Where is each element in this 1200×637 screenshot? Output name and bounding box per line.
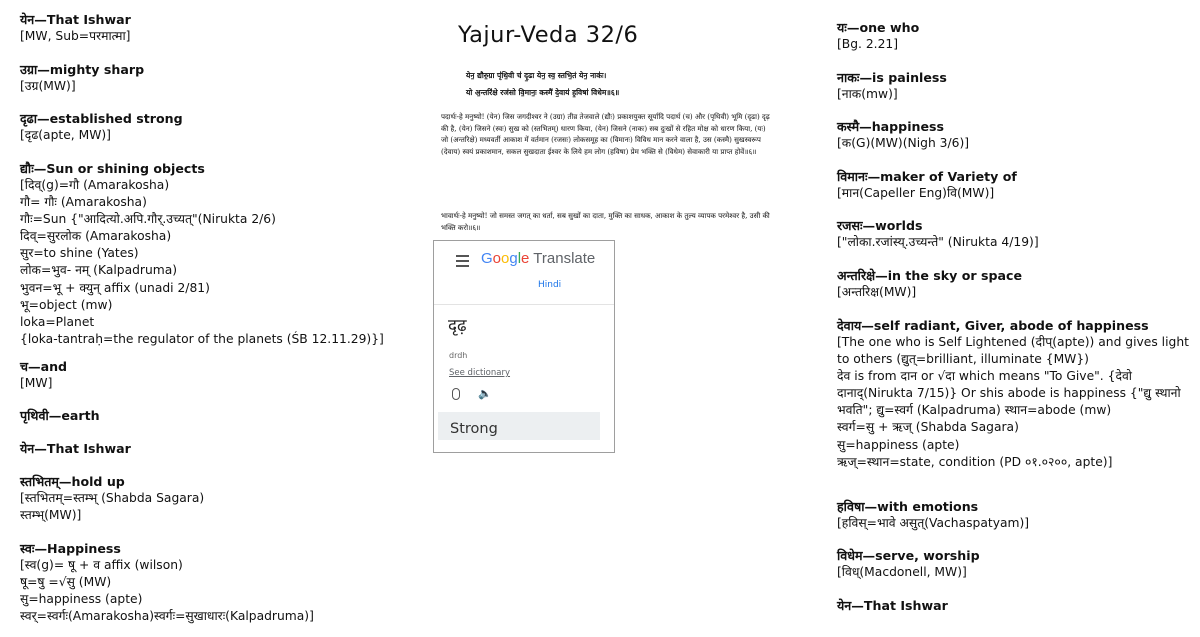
glossary-entry (837, 217, 1039, 251)
entry-line: सु=happiness (apte) (20, 592, 143, 607)
see-dictionary-link[interactable]: See dictionary (449, 368, 511, 378)
entry-line: [उग्र(MW)] (20, 79, 76, 93)
entry-line: [विध्(Macdonell, MW)] (837, 565, 967, 579)
entry-line: [नाक(mw)] (837, 87, 898, 101)
padartha-paragraph: पदार्थः-हे मनुष्यो! (येन) जिस जगदीश्वर ने (उग्रा) तीव्र तेजवाले (द्यौः) प्रकाशयुक्त सूर्यादि पदार्थ (च) और (पृथिवी) भूमि (दृढा) दृढ़ की है, (येन) जिसने (स्वः) सुख को (स्तभितम्) धारण किया, (येन) जिसने (नाकः) सब दुःखों से रहित मोक्ष को धारण किया, (यः) जो (अन्तरिक्षे) मध्यवर्ती आकाश में वर्तमान (रजसः) लोकसमूह का (विमानः) विविध मान करने वाला है, उस (कस्मै) सुखस्वरूप (देवाय) स्वयं प्रकाशमान, सकल सुखदाता ईश्वर के लिये हम लोग (हविषा) प्रेम भक्ति से (विधेम) सेवाकारी या प्राप्त होवें॥६॥ (441, 112, 770, 156)
glossary-entry (837, 168, 1017, 202)
entry-heading: दृढा—established strong (20, 111, 183, 126)
translation-result (438, 412, 600, 440)
entry-line: देव is from दान or √दा which means "To Give". {देवो दानाद्(Nirukta 7/15)} Or shis abode is happiness {"द्यु स्थानो भवति"; द्यु=स्वर्ग (Kalpadruma) स्थान=abode (mw) (837, 369, 1181, 418)
entry-line: स्वर्=स्वर्गः(Amarakosha)स्वर्गः=सुखाधारः(Kalpadruma)] (20, 609, 314, 624)
entry-line: loka=Planet (20, 314, 95, 329)
bhavartha-paragraph: भावार्थः-हे मनुष्यो! जो समस्त जगत् का धर्ता, सब सुखों का दाता, मुक्ति का साधक, आकाश के तुल्य व्यापक परमेश्वर है, उसी की भक्ति करो॥६॥ (441, 211, 770, 232)
glossary-entry (20, 61, 144, 95)
entry-heading: उग्रा—mighty sharp (20, 62, 145, 77)
entry-line: [MW, Sub=परमात्मा] (20, 29, 131, 43)
glossary-entry (837, 118, 969, 152)
source-word: दृढ़ (448, 316, 467, 336)
entry-line: गौ= गौः (Amarakosha) (20, 195, 147, 210)
entry-line: [स्व(g)= षू + व affix (wilson) (20, 558, 183, 572)
entry-line: भुवन=भू + क्युन् affix (unadi 2/81) (20, 280, 210, 295)
entry-line: स्तम्भ्(MW)] (20, 508, 82, 523)
microphone-icon[interactable] (452, 388, 460, 400)
entry-line: [स्तभितम्=स्तम्भ् (Shabda Sagara) (20, 491, 205, 505)
entry-line: {loka-tantraḥ=the regulator of the planets (ŚB 12.11.29)}] (20, 331, 384, 346)
entry-line: [मान(Capeller Eng)वि(MW)] (837, 186, 995, 200)
glossary-entry (20, 110, 183, 144)
logo-letter: o (492, 250, 502, 267)
entry-heading: येन—That Ishwar (20, 441, 131, 456)
divider (434, 304, 614, 305)
entry-heading: नाकः—is painless (837, 70, 947, 85)
entry-heading: द्यौः—Sun or shining objects (20, 161, 205, 176)
entry-heading: यः—one who (837, 20, 920, 35)
entry-heading: येन—That Ishwar (20, 12, 131, 27)
entry-heading: रजसः—worlds (837, 218, 923, 233)
logo-suffix: Translate (529, 250, 596, 267)
glossary-entry (837, 498, 1029, 532)
glossary-entry (837, 317, 1195, 471)
entry-line: षू=षु =√सु (MW) (20, 575, 112, 590)
entry-line: स्वर्ग=सु + ऋज् (Shabda Sagara) (837, 420, 1019, 435)
entry-line: दिव्=सुरलोक (Amarakosha) (20, 229, 172, 244)
entry-heading: अन्तरिक्षे—in the sky or space (837, 268, 1023, 283)
glossary-entry (20, 540, 314, 625)
entry-line: [अन्तरिक्ष(MW)] (837, 285, 917, 299)
entry-heading: हविषा—with emotions (837, 499, 979, 514)
entry-line: सुर=to shine (Yates) (20, 246, 139, 261)
entry-line: सु=happiness (apte) (837, 437, 960, 452)
entry-line: [दिव्(g)=गौ (Amarakosha) (20, 178, 170, 192)
page-title: Yajur-Veda 32/6 (458, 22, 639, 48)
logo-letter: l (517, 250, 522, 267)
entry-line: [Bg. 2.21] (837, 37, 899, 51)
tab-hindi[interactable]: Hindi (538, 280, 562, 290)
entry-line: [क(G)(MW)(Nigh 3/6)] (837, 136, 970, 150)
translation-text: Strong (450, 421, 498, 437)
glossary-entry (20, 407, 100, 424)
entry-line: [The one who is Self Lightened (दीप्(apte)) and gives light to others (द्युत्=brilliant, illuminate {MW}) (837, 335, 1189, 367)
glossary-entry (837, 597, 948, 614)
glossary-entry (20, 160, 384, 348)
glossary-entry (20, 440, 131, 457)
entry-heading: विधेम—serve, worship (837, 548, 980, 563)
glossary-entry (837, 69, 947, 103)
entry-heading: पृथिवी—earth (20, 408, 100, 423)
google-translate-logo (481, 250, 595, 267)
transliteration: drdh (449, 351, 468, 360)
entry-heading: च—and (20, 359, 68, 374)
entry-heading: विमानः—maker of Variety of (837, 169, 1017, 184)
entry-heading: देवाय—self radiant, Giver, abode of happiness (837, 318, 1149, 333)
logo-letter: G (481, 250, 493, 267)
glossary-entry (837, 267, 1022, 301)
entry-line: ["लोका.रजांस्य्.उच्यन्ते" (Nirukta 4/19)] (837, 235, 1039, 249)
logo-letter: o (501, 250, 510, 267)
entry-heading: कस्मै—happiness (837, 119, 945, 134)
verse-line: यो अ॒न्तरि॑क्षे रज॑सो वि॒मानः॒ कस्मै॑ दे॒वाय॑ ह॒विषा॑ विधेम॥६॥ (466, 88, 620, 97)
entry-line: [MW] (20, 376, 53, 390)
speaker-icon[interactable]: 🔈 (478, 387, 492, 400)
menu-icon[interactable] (456, 255, 469, 270)
glossary-entry (837, 19, 919, 53)
logo-letter: e (521, 250, 530, 267)
glossary-entry (20, 358, 67, 392)
entry-line: लोक=भुव- नम् (Kalpadruma) (20, 263, 178, 278)
entry-heading: येन—That Ishwar (837, 598, 948, 613)
entry-heading: स्वः—Happiness (20, 541, 121, 556)
entry-line: ऋज्=स्थान=state, condition (PD ०१.०२००, apte)] (837, 454, 1113, 469)
entry-heading: स्तभितम्—hold up (20, 474, 125, 489)
entry-line: भू=object (mw) (20, 297, 113, 312)
verse-line: येन॒ द्यौरु॒ग्रा पृ॑थि॒वी च॑ दृ॒ढा येन॒ स्व॒ स्तभि॒तं येन॒ नाकः॑। (466, 71, 607, 80)
glossary-entry (20, 11, 131, 45)
glossary-entry (837, 547, 980, 581)
action-icons (452, 388, 492, 400)
entry-line: [दृढ(apte, MW)] (20, 128, 111, 142)
google-translate-panel (433, 240, 615, 453)
entry-line: गौः=Sun {"आदित्यो.अपि.गौर्.उच्यत्"(Nirukta 2/6) (20, 212, 276, 227)
entry-line: [हविस्=भावे असुत्(Vachaspatyam)] (837, 516, 1030, 530)
glossary-entry (20, 473, 204, 524)
logo-letter: g (509, 250, 518, 267)
